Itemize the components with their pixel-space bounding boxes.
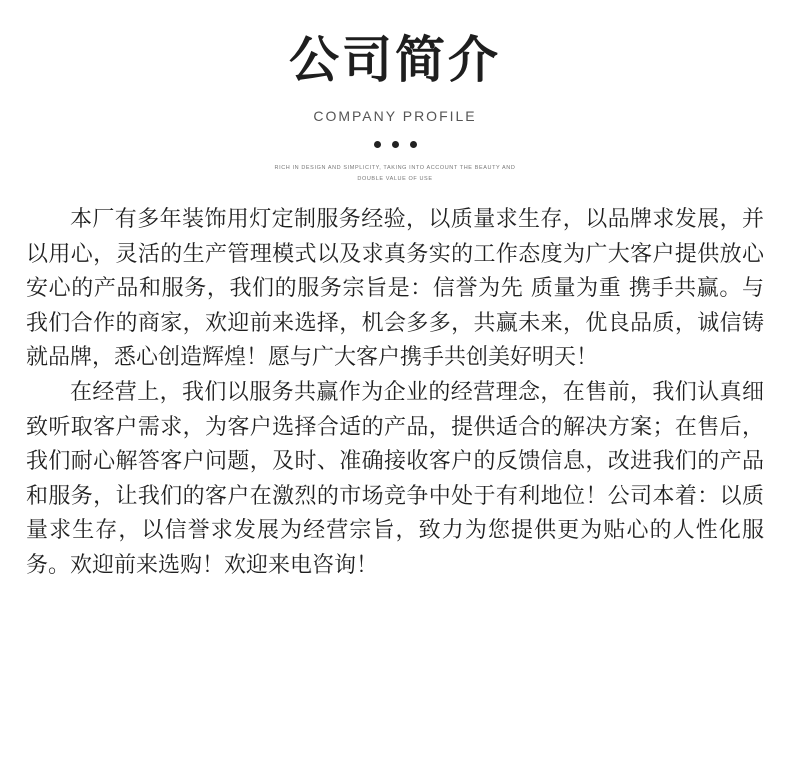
dot-icon [374, 141, 381, 148]
decorative-dots [0, 141, 790, 151]
paragraph-intro: 本厂有多年装饰用灯定制服务经验，以质量求生存，以品牌求发展，并以用心，灵活的生产管理模式以及求真务实的工作态度为广大客户提供放心安心的产品和服务，我们的服务宗旨是：信誉为先 质量为重 携手共赢。与我们合作的商家，欢迎前来选择，机会多多，共赢未来，优良品质，诚信铸就品牌，悉心创造辉煌！愿与广大客户携手共创美好明天！ [26, 207, 764, 371]
tagline [0, 163, 790, 185]
company-description [26, 203, 764, 584]
page-subtitle: COMPANY PROFILE [313, 108, 477, 124]
dot-icon [392, 141, 399, 148]
dot-icon [410, 141, 417, 148]
paragraph-operations: 在经营上，我们以服务共赢作为企业的经营理念，在售前，我们认真细致听取客户需求，为客户选择合适的产品，提供适合的解决方案；在售后，我们耐心解答客户问题，及时、准确接收客户的反馈信息，改进我们的产品和服务，让我们的客户在激烈的市场竞争中处于有利地位！公司本着：以质量求生存，以信誉求发展为经营宗旨，致力为您提供更为贴心的人性化服务。欢迎前来选购！欢迎来电咨询！ [26, 379, 764, 578]
tagline-line: DOUBLE VALUE OF USE [357, 176, 433, 182]
page-title: 公司简介 [289, 31, 501, 89]
tagline-line: RICH IN DESIGN AND SIMPLICITY, TAKING INTO ACCOUNT THE BEAUTY AND [274, 165, 516, 171]
